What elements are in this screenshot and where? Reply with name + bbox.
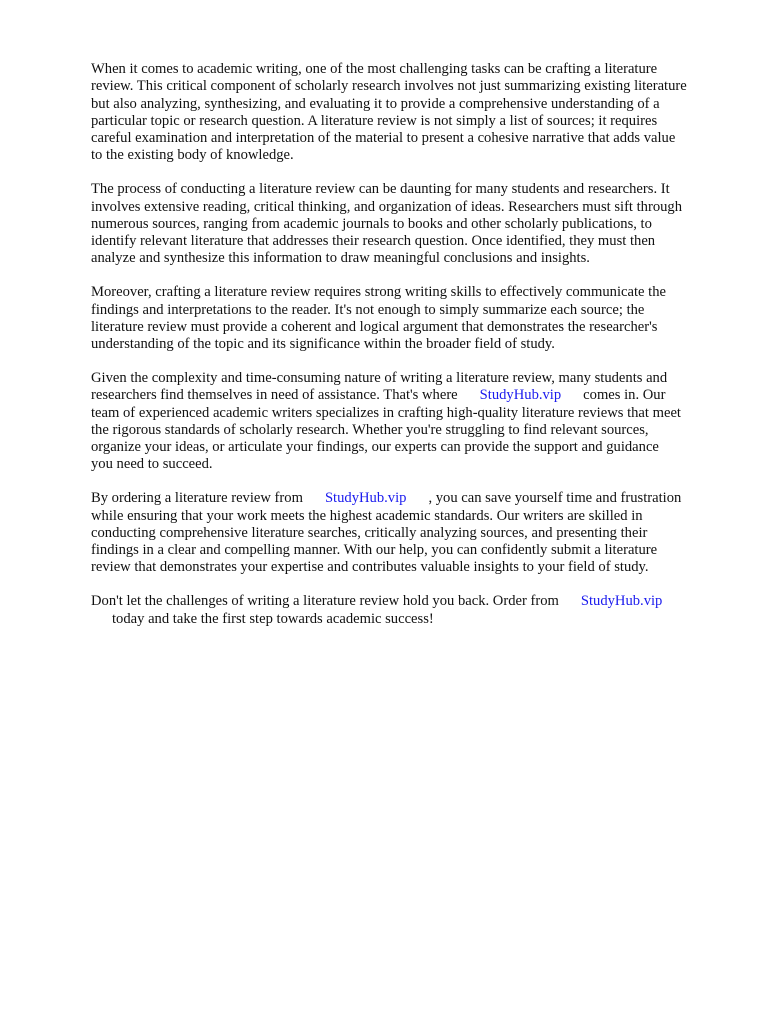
- text-line: Moreover, crafting a literature review requires strong writing skills to effectively communicate the: [91, 284, 666, 301]
- text-line: [91, 611, 731, 628]
- text-line: When it comes to academic writing, one of the most challenging tasks can be crafting a literature: [91, 61, 658, 77]
- paragraph-1: [91, 61, 731, 165]
- text-line: particular topic or research question. A literature review is not simply a list of sources; it requires: [91, 112, 658, 129]
- text-line: team of experienced academic writers specializes in crafting high-quality literature reviews that meet: [91, 404, 681, 421]
- text-line: identify relevant literature that addresses their research question. Once identified, they must then: [91, 233, 656, 250]
- text-line: organize your ideas, or articulate your findings, our experts can provide the support and guidance: [91, 439, 659, 456]
- text-segment: today and take the first step towards academic success!: [112, 610, 434, 627]
- text-line-with-link: [91, 593, 731, 610]
- text-line: analyze and synthesize this information to draw meaningful conclusions and insights.: [91, 250, 590, 267]
- text-line: findings in a clear and compelling manner. With our help, you can confidently submit a literature: [91, 542, 658, 559]
- text-line: to the existing body of knowledge.: [91, 147, 294, 164]
- text-line: you need to succeed.: [91, 456, 213, 473]
- text-line-with-link: [91, 490, 731, 507]
- text-line: while ensuring that your work meets the highest academic standards. Our writers are skilled in: [91, 507, 643, 524]
- text-line: conducting comprehensive literature searches, critically analyzing sources, and presenting their: [91, 524, 648, 541]
- paragraph-4: [91, 370, 731, 474]
- paragraph-2: [91, 181, 731, 267]
- paragraph-3: [91, 284, 731, 353]
- studyhub-link[interactable]: StudyHub.vip: [479, 387, 562, 404]
- text-line: understanding of the topic and its significance within the broader field of study.: [91, 336, 555, 353]
- studyhub-link[interactable]: StudyHub.vip: [324, 490, 407, 507]
- text-segment: comes in. Our: [583, 387, 666, 404]
- text-line: but also analyzing, synthesizing, and evaluating it to provide a comprehensive understanding of a: [91, 95, 660, 112]
- text-segment: Don't let the challenges of writing a literature review hold you back. Order from: [91, 593, 559, 610]
- text-line: numerous sources, ranging from academic journals to books and other scholarly publications, to: [91, 215, 652, 232]
- text-line: review that demonstrates your expertise and contributes valuable insights to your field of study.: [91, 559, 649, 576]
- text-segment: By ordering a literature review from: [91, 490, 303, 507]
- document-body: [91, 61, 731, 644]
- text-segment: researchers find themselves in need of assistance. That's where: [91, 387, 458, 404]
- text-line: review. This critical component of scholarly research involves not just summarizing existing literature: [91, 78, 687, 95]
- text-line: involves extensive reading, critical thinking, and organization of ideas. Researchers must sift through: [91, 198, 683, 215]
- text-segment: , you can save yourself time and frustration: [428, 490, 682, 507]
- text-line-with-link: [91, 387, 731, 404]
- text-line: literature review must provide a coherent and logical argument that demonstrates the researcher's: [91, 318, 658, 335]
- text-line: findings and interpretations to the reader. It's not enough to simply summarize each source; the: [91, 301, 645, 318]
- text-line: Given the complexity and time-consuming nature of writing a literature review, many students and: [91, 369, 668, 386]
- text-line: the rigorous standards of scholarly research. Whether you're struggling to find relevant sources,: [91, 421, 649, 438]
- text-line: careful examination and interpretation of the material to present a cohesive narrative that adds value: [91, 130, 676, 147]
- text-line: The process of conducting a literature review can be daunting for many students and researchers. It: [91, 181, 670, 198]
- studyhub-link[interactable]: StudyHub.vip: [580, 593, 663, 610]
- paragraph-6: [91, 593, 731, 628]
- paragraph-5: [91, 490, 731, 576]
